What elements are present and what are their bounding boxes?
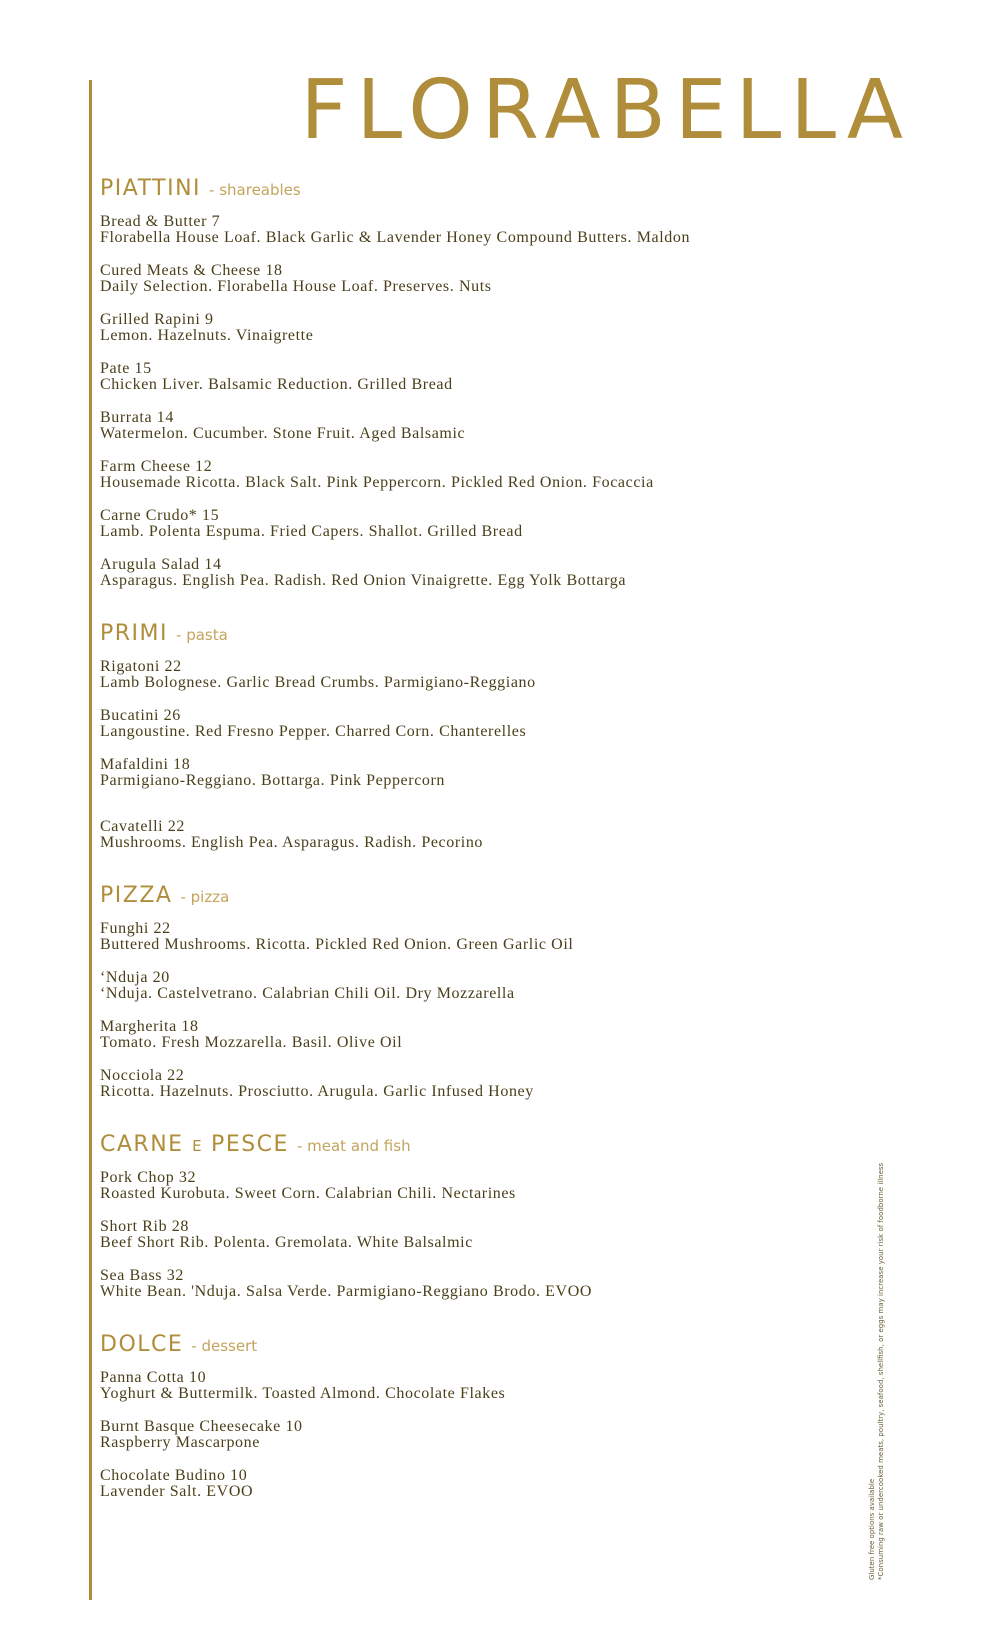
section-title-connector: E	[192, 1137, 203, 1155]
item-description: Raspberry Mascarpone	[100, 1434, 260, 1451]
menu-item	[100, 1370, 880, 1402]
item-description: Lemon. Hazelnuts. Vinaigrette	[100, 327, 314, 344]
item-name: Pate 15	[100, 360, 152, 377]
section-header	[100, 178, 880, 200]
section-subtitle: - shareables	[209, 181, 301, 199]
section-piattini	[100, 178, 880, 589]
menu-item	[100, 459, 880, 491]
item-description: Tomato. Fresh Mozzarella. Basil. Olive Oil	[100, 1034, 403, 1051]
item-description: Chicken Liver. Balsamic Reduction. Grilled Bread	[100, 376, 453, 393]
menu-item	[100, 1268, 880, 1300]
item-name: Bucatini 26	[100, 707, 181, 724]
item-name: Burnt Basque Cheesecake 10	[100, 1418, 303, 1435]
section-title: PRIMI	[100, 621, 169, 646]
brand-logo: FLORABELLA	[300, 63, 912, 158]
section-header	[100, 885, 880, 907]
menu-item	[100, 214, 880, 246]
menu-item	[100, 1419, 880, 1451]
item-description: Florabella House Loaf. Black Garlic & Lavender Honey Compound Butters. Maldon	[100, 229, 691, 246]
menu-item	[100, 757, 880, 789]
item-name: Margherita 18	[100, 1018, 199, 1035]
section-subtitle: - meat and fish	[296, 1137, 411, 1155]
menu	[100, 178, 880, 1534]
item-name: Pork Chop 32	[100, 1169, 197, 1186]
item-name: Carne Crudo* 15	[100, 507, 220, 524]
item-description: Buttered Mushrooms. Ricotta. Pickled Red Onion. Green Garlic Oil	[100, 936, 574, 953]
section-title	[100, 1132, 289, 1157]
menu-item	[100, 312, 880, 344]
item-description: Roasted Kurobuta. Sweet Corn. Calabrian Chili. Nectarines	[100, 1185, 516, 1202]
item-name: Mafaldini 18	[100, 756, 191, 773]
menu-item	[100, 708, 880, 740]
item-name: Nocciola 22	[100, 1067, 185, 1084]
item-description: Lavender Salt. EVOO	[100, 1483, 254, 1500]
item-description: Daily Selection. Florabella House Loaf. Preserves. Nuts	[100, 278, 492, 295]
menu-item	[100, 970, 880, 1002]
menu-item	[100, 361, 880, 393]
item-name: Farm Cheese 12	[100, 458, 213, 475]
item-description: Yoghurt & Buttermilk. Toasted Almond. Chocolate Flakes	[100, 1385, 506, 1402]
menu-item	[100, 1468, 880, 1500]
item-description: White Bean. 'Nduja. Salsa Verde. Parmigiano-Reggiano Brodo. EVOO	[100, 1283, 593, 1300]
menu-item	[100, 659, 880, 691]
item-name: Funghi 22	[100, 920, 171, 937]
item-name: Panna Cotta 10	[100, 1369, 207, 1386]
section-title-part: PESCE	[211, 1132, 289, 1157]
menu-item	[100, 1170, 880, 1202]
menu-item	[100, 1019, 880, 1051]
raw-food-warning: *Consuming raw or undercooked meats, poultry, seafood, shellfish, or eggs may increase your risk of foodborne illness	[877, 1162, 885, 1580]
gluten-free-note: Gluten free options available	[868, 1478, 876, 1580]
menu-item	[100, 921, 880, 953]
section-header	[100, 623, 880, 645]
item-name: Cured Meats & Cheese 18	[100, 262, 283, 279]
item-description: Ricotta. Hazelnuts. Prosciutto. Arugula. Garlic Infused Honey	[100, 1083, 534, 1100]
section-carne-e-pesce	[100, 1134, 880, 1300]
item-description: Beef Short Rib. Polenta. Gremolata. White Balsalmic	[100, 1234, 473, 1251]
item-name: Rigatoni 22	[100, 658, 182, 675]
section-header	[100, 1134, 880, 1156]
item-description: Watermelon. Cucumber. Stone Fruit. Aged Balsamic	[100, 425, 466, 442]
item-name: Chocolate Budino 10	[100, 1467, 248, 1484]
section-primi	[100, 623, 880, 851]
footnote	[868, 1163, 886, 1580]
item-description: Lamb. Polenta Espuma. Fried Capers. Shallot. Grilled Bread	[100, 523, 523, 540]
item-name: Burrata 14	[100, 409, 174, 426]
menu-item	[100, 410, 880, 442]
section-title-part: CARNE	[100, 1132, 184, 1157]
item-name: Cavatelli 22	[100, 818, 185, 835]
section-title: PIATTINI	[100, 176, 202, 201]
section-subtitle: - dessert	[191, 1337, 258, 1355]
menu-item	[100, 819, 880, 851]
item-name: Sea Bass 32	[100, 1267, 184, 1284]
section-dolce	[100, 1334, 880, 1500]
item-name: Arugula Salad 14	[100, 556, 222, 573]
item-description: Lamb Bolognese. Garlic Bread Crumbs. Parmigiano-Reggiano	[100, 674, 536, 691]
section-title: DOLCE	[100, 1332, 184, 1357]
item-name: ‘Nduja 20	[100, 969, 170, 986]
section-title: PIZZA	[100, 883, 173, 908]
item-description: ‘Nduja. Castelvetrano. Calabrian Chili Oil. Dry Mozzarella	[100, 985, 515, 1002]
item-description: Housemade Ricotta. Black Salt. Pink Peppercorn. Pickled Red Onion. Focaccia	[100, 474, 654, 491]
item-description: Asparagus. English Pea. Radish. Red Onion Vinaigrette. Egg Yolk Bottarga	[100, 572, 627, 589]
item-name: Grilled Rapini 9	[100, 311, 214, 328]
menu-item	[100, 1068, 880, 1100]
section-subtitle: - pizza	[180, 888, 230, 906]
item-name: Bread & Butter 7	[100, 213, 221, 230]
item-description: Langoustine. Red Fresno Pepper. Charred Corn. Chanterelles	[100, 723, 527, 740]
section-subtitle: - pasta	[176, 626, 228, 644]
item-name: Short Rib 28	[100, 1218, 189, 1235]
item-description: Parmigiano-Reggiano. Bottarga. Pink Peppercorn	[100, 772, 446, 789]
left-gold-rule	[89, 80, 92, 1600]
menu-item	[100, 1219, 880, 1251]
menu-item	[100, 508, 880, 540]
item-description: Mushrooms. English Pea. Asparagus. Radish. Pecorino	[100, 834, 484, 851]
menu-item	[100, 557, 880, 589]
section-pizza	[100, 885, 880, 1100]
menu-item	[100, 263, 880, 295]
section-header	[100, 1334, 880, 1356]
